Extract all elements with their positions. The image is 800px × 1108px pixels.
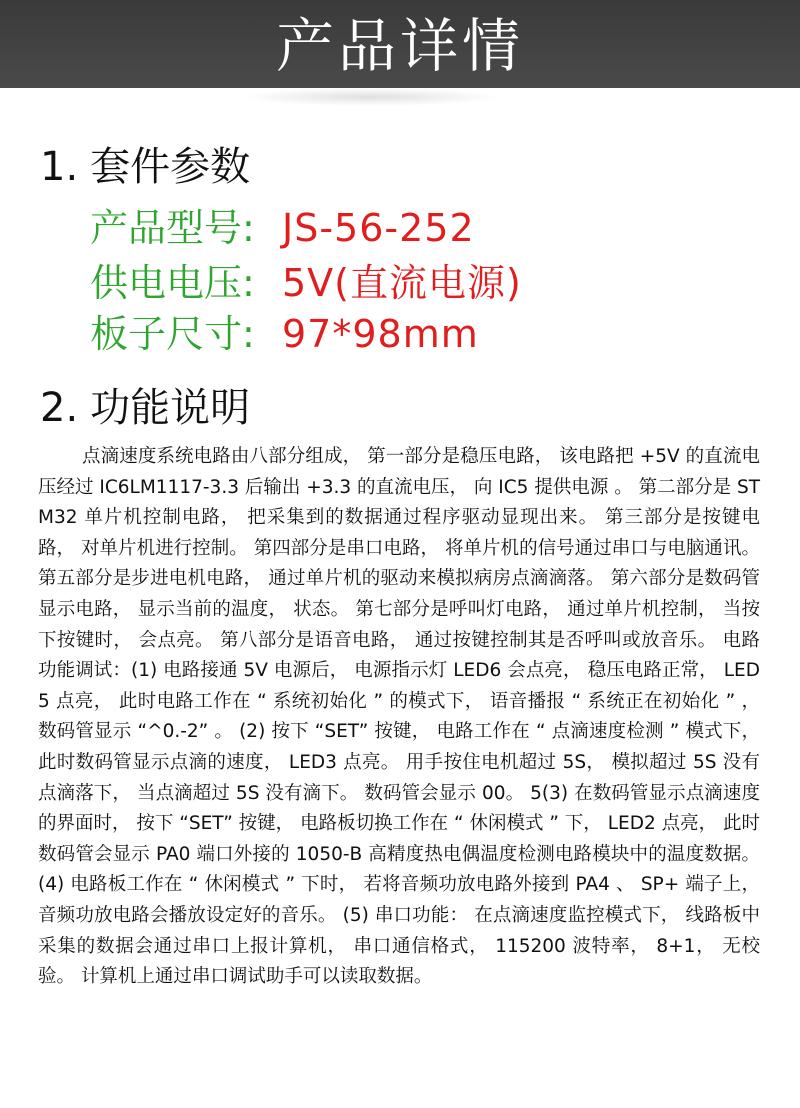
section-heading-kit-params xyxy=(40,143,250,191)
param-row-model xyxy=(90,204,475,252)
param-value-model: JS-56-252 xyxy=(282,206,475,250)
section-title: 功能说明 xyxy=(90,385,251,431)
page-title: 产品详情 xyxy=(275,12,524,80)
param-label-voltage: 供电电压: xyxy=(90,261,255,305)
header-shadow xyxy=(240,88,500,106)
param-label-model: 产品型号: xyxy=(90,206,255,250)
header-bar xyxy=(0,0,800,88)
param-value-size: 97*98mm xyxy=(282,312,479,356)
function-description: 点滴速度系统电路由八部分组成， 第一部分是稳压电路， 该电路把 +5V 的直流电压经过 IC6LM1117-3.3 后输出 +3.3 的直流电压， 向 IC5 提供电源 。 第二部分是 STM32 单片机控制电路， 把采集到的数据通过程序驱动显现出来。 第三部分是按键电路， 对单片机进行控制。 第四部分是串口电路， 将单片机的信号通过串口与电脑通讯。 第五部分是步进电机电路， 通过单片机的驱动来模拟病房点滴滴落。 第六部分是数码管显示电路， 显示当前的温度， 状态。 第七部分是呼叫灯电路， 通过单片机控制， 当按下按键时， 会点亮。 第八部分是语音电路， 通过按键控制其是否呼叫或放音乐。 电路功能调试：(1) 电路接通 5V 电源后， 电源指示灯 LED6 会点亮， 稳压电路正常， LED5 点亮， 此时电路工作在 “ 系统初始化 ” 的模式下， 语音播报 “ 系统正在初始化 ” ， 数码管显示 “^0.-2” 。 (2) 按下 “SET” 按键， 电路工作在 “ 点滴速度检测 ” 模式下， 此时数码管显示点滴的速度， LED3 点亮。 用手按住电机超过 5S， 模拟超过 5S 没有点滴落下， 当点滴超过 5S 没有滴下。 数码管会显示 00。 5(3) 在数码管显示点滴速度的界面时， 按下 “SET” 按键， 电路板切换工作在 “ 休闲模式 ” 下， LED2 点亮， 此时数码管会显示 PA0 端口外接的 1050-B 高精度热电偶温度检测电路模块中的温度数据。 (4) 电路板工作在 “ 休闲模式 ” 下时， 若将音频功放电路外接到 PA4 、 SP+ 端子上， 音频功放电路会播放设定好的音乐。 (5) 串口功能： 在点滴速度监控模式下， 线路板中采集的数据会通过串口上报计算机， 串口通信格式， 115200 波特率， 8+1， 无校验。 计算机上通过串口调试助手可以读取数据。 xyxy=(38,446,761,988)
param-row-size xyxy=(90,310,479,358)
section-title: 套件参数 xyxy=(90,144,251,190)
param-row-voltage xyxy=(90,259,522,307)
param-label-size: 板子尺寸: xyxy=(90,312,255,356)
section-number: 2. xyxy=(40,385,79,431)
section-number: 1. xyxy=(40,144,79,190)
section-heading-function xyxy=(40,384,250,432)
param-value-voltage: 5V(直流电源) xyxy=(282,261,522,305)
